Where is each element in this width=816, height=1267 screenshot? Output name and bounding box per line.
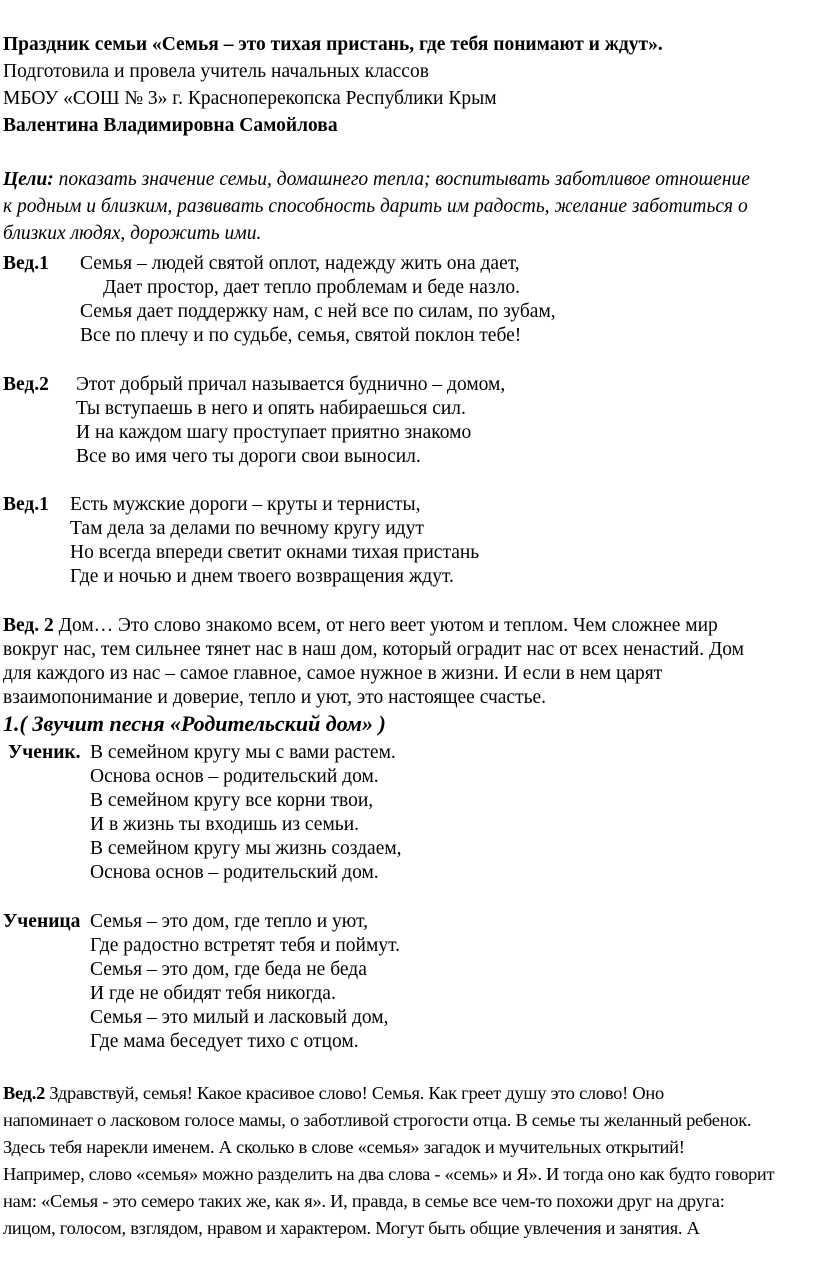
verse2-line-3: И на каждом шагу проступает приятно знакомо xyxy=(76,422,472,443)
para2-text: Здравствуй, семья! Какое красивое слово! Семья. Как греет душу это слово! Оно xyxy=(45,1083,664,1103)
pupil-girl-line-6: Где мама беседует тихо с отцом. xyxy=(90,1031,359,1052)
pupil-boy-speaker: Ученик. xyxy=(8,742,81,763)
verse2-line-2: Ты вступаешь в него и опять набираешься сил. xyxy=(76,398,466,419)
verse1-line-1: Семья – людей святой оплот, надежду жить она дает, xyxy=(80,253,520,274)
pupil-boy-line-2: Основа основ – родительский дом. xyxy=(90,766,379,787)
verse1-line-2: Дает простор, дает тепло проблемам и беде назло. xyxy=(103,277,521,298)
para1-line-1 xyxy=(3,614,718,638)
verse3-line-3: Но всегда впереди светит окнами тихая пристань xyxy=(70,542,480,563)
goals-text: показать значение семьи, домашнего тепла; воспитывать заботливое отношение xyxy=(53,169,750,190)
pupil-boy-line-5: В семейном кругу мы жизнь создаем, xyxy=(90,838,402,859)
para2-line-5: нам: «Семья - это семеро таких же, как я». И, правда, в семье все чем-то похожи друг на друга: xyxy=(3,1191,725,1211)
pupil-boy-line-1: В семейном кругу мы с вами растем. xyxy=(90,742,396,763)
verse1-speaker: Вед.1 xyxy=(3,253,49,274)
pupil-girl-line-2: Где радостно встретят тебя и поймут. xyxy=(90,935,401,956)
goals-line-1 xyxy=(3,168,750,192)
verse1-line-3: Семья дает поддержку нам, с ней все по силам, по зубам, xyxy=(80,301,556,322)
para1-line-3: для каждого из нас – самое главное, самое нужное в жизни. И если в нем царят xyxy=(3,663,663,684)
verse3-line-2: Там дела за делами по вечному кругу идут xyxy=(70,518,424,539)
verse3-speaker: Вед.1 xyxy=(3,494,49,515)
verse2-speaker: Вед.2 xyxy=(3,374,49,395)
para2-line-3: Здесь тебя нарекли именем. А сколько в слове «семья» загадок и мучительных открытий! xyxy=(3,1137,685,1157)
para2-line-6: лицом, голосом, взглядом, нравом и характером. Могут быть общие увлечения и занятия. А xyxy=(3,1218,700,1238)
verse3-line-4: Где и ночью и днем твоего возвращения ждут. xyxy=(70,566,454,587)
para1-speaker: Вед. 2 xyxy=(3,615,54,636)
para2-line-2: напоминает о ласковом голосе мамы, о заботливой строгости отца. В семье ты желанный ребенок. xyxy=(3,1110,752,1130)
verse2-line-4: Все во имя чего ты дороги свои выносил. xyxy=(76,446,421,467)
verse1-line-4: Все по плечу и по судьбе, семья, святой поклон тебе! xyxy=(80,325,522,346)
author-name: Валентина Владимировна Самойлова xyxy=(3,115,338,136)
para2-speaker: Вед.2 xyxy=(3,1083,46,1103)
para2-line-1 xyxy=(3,1081,664,1105)
pupil-boy-line-3: В семейном кругу все корни твои, xyxy=(90,790,374,811)
goals-line-2: к родным и близким, развивать способность дарить им радость, желание заботиться о xyxy=(3,196,748,217)
pupil-boy-line-6: Основа основ – родительский дом. xyxy=(90,862,379,883)
para1-text: Дом… Это слово знакомо всем, от него веет уютом и теплом. Чем сложнее мир xyxy=(53,615,718,636)
pupil-girl-line-5: Семья – это милый и ласковый дом, xyxy=(90,1007,389,1028)
school-line: МБОУ «СОШ № 3» г. Красноперекопска Республики Крым xyxy=(3,88,497,109)
pupil-girl-line-4: И где не обидят тебя никогда. xyxy=(90,983,336,1004)
pupil-girl-line-3: Семья – это дом, где беда не беда xyxy=(90,959,367,980)
verse3-line-1: Есть мужские дороги – круты и тернисты, xyxy=(70,494,421,515)
pupil-girl-line-1: Семья – это дом, где тепло и уют, xyxy=(90,911,368,932)
goals-label: Цели: xyxy=(3,169,54,190)
pupil-boy-line-4: И в жизнь ты входишь из семьи. xyxy=(90,814,360,835)
para1-line-4: взаимопонимание и доверие, тепло и уют, это настоящее счастье. xyxy=(3,687,547,708)
goals-line-3: близких людях, дорожить ими. xyxy=(3,223,262,244)
verse2-line-1: Этот добрый причал называется буднично – домом, xyxy=(76,374,506,395)
para1-line-2: вокруг нас, тем сильнее тянет нас в наш дом, который оградит нас от всех ненастий. Дом xyxy=(3,639,745,660)
prepared-by-line: Подготовила и провела учитель начальных классов xyxy=(3,61,429,82)
pupil-girl-speaker: Ученица xyxy=(3,911,81,932)
song-heading: 1.( Звучит песня «Родительский дом» ) xyxy=(3,711,386,736)
para2-line-4: Например, слово «семья» можно разделить на два слова - «семь» и Я». И тогда оно как будто говорит xyxy=(3,1164,775,1184)
document-title: Праздник семьи «Семья – это тихая пристань, где тебя понимают и ждут». xyxy=(3,34,663,55)
